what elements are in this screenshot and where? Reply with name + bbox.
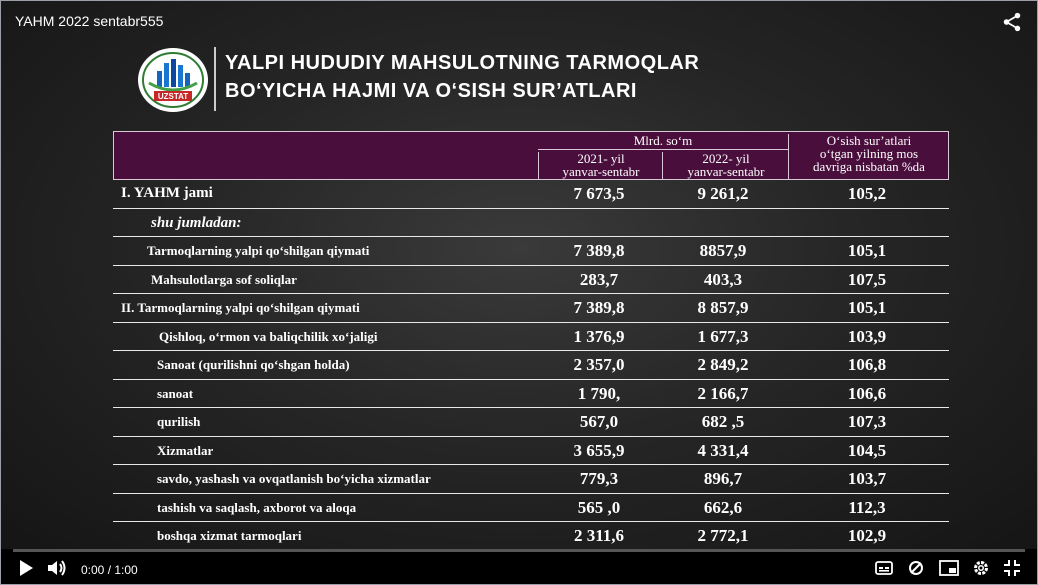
value-2022: 2 849,2 xyxy=(697,355,749,374)
autoplay-icon[interactable] xyxy=(907,559,925,577)
video-frame[interactable] xyxy=(1,1,1037,549)
col-2022-line2: yanvar-sentabr xyxy=(687,164,765,179)
share-icon[interactable] xyxy=(1001,11,1023,33)
table-row xyxy=(113,294,949,323)
col-2021-header xyxy=(538,152,663,180)
volume-icon[interactable] xyxy=(47,559,67,577)
row-label: shu jumladan: xyxy=(151,214,242,231)
table-row xyxy=(113,351,949,380)
value-2022: 8857,9 xyxy=(699,241,747,260)
col-2021-line1: 2021- yil xyxy=(577,151,625,166)
value-2021: 2 357,0 xyxy=(573,355,625,374)
row-label: boshqa xizmat tarmoqlari xyxy=(157,528,302,543)
row-label: II. Tarmoqlarning yalpi qo‘shilgan qiymati xyxy=(121,300,360,315)
value-2022: 1 677,3 xyxy=(697,326,749,346)
value-2021: 565 ,0 xyxy=(577,497,621,517)
table-row xyxy=(113,380,949,409)
row-label: Xizmatlar xyxy=(157,442,214,458)
video-title[interactable]: YAHM 2022 sentabr555 xyxy=(15,13,164,29)
heading-line2: BO‘YICHA HAJMI VA O‘SISH SUR’ATLARI xyxy=(225,80,637,102)
header-divider xyxy=(214,47,216,111)
progress-bar[interactable] xyxy=(13,549,1025,552)
row-label: Qishloq, o‘rmon va baliqchilik xo‘jaligi xyxy=(159,328,378,344)
value-2022: 4 331,4 xyxy=(697,440,749,460)
table-row xyxy=(113,437,949,466)
value-2021: 779,3 xyxy=(579,469,619,488)
slide-heading xyxy=(225,49,699,105)
value-2021: 2 311,6 xyxy=(573,526,625,545)
heading-line1: YALPI HUDUDIY MAHSULOTNING TARMOQLAR xyxy=(225,52,700,74)
value-2021: 7 389,8 xyxy=(573,298,625,317)
settings-gear-icon[interactable] xyxy=(972,559,990,577)
table-row xyxy=(113,266,949,295)
table-row xyxy=(113,323,949,352)
col-growth-line3: davriga nisbatan %da xyxy=(813,159,925,174)
col-2021-line2: yanvar-sentabr xyxy=(562,164,640,179)
value-2021: 283,7 xyxy=(579,269,619,289)
table-row xyxy=(113,180,949,209)
exit-fullscreen-icon[interactable] xyxy=(1003,559,1021,577)
group-header: Mlrd. so‘m xyxy=(538,134,788,150)
uzstat-logo xyxy=(137,47,209,113)
growth-rate: 104,5 xyxy=(847,440,887,460)
table-row xyxy=(113,237,949,266)
value-2022: 682 ,5 xyxy=(701,412,745,431)
growth-rate: 112,3 xyxy=(848,497,886,517)
value-2022: 9 261,2 xyxy=(697,184,749,203)
growth-rate: 106,8 xyxy=(847,355,887,374)
growth-rate: 105,2 xyxy=(847,184,887,203)
value-2021: 567,0 xyxy=(579,412,619,431)
player-controls xyxy=(1,549,1037,584)
value-2022: 2 772,1 xyxy=(697,526,749,545)
row-label: Tarmoqlarning yalpi qo‘shilgan qiymati xyxy=(147,243,370,258)
play-icon[interactable] xyxy=(17,559,35,577)
growth-rate: 105,1 xyxy=(847,241,887,260)
row-label: I. YAHM jami xyxy=(121,185,213,201)
row-label: Mahsulotlarga sof soliqlar xyxy=(151,271,297,287)
row-label: Sanoat (qurilishni qo‘shgan holda) xyxy=(157,357,350,372)
growth-rate: 107,5 xyxy=(847,269,887,289)
table-row xyxy=(113,494,949,523)
row-label: qurilish xyxy=(157,414,201,429)
table-row xyxy=(113,465,949,494)
row-label: tashish va saqlash, axborot va aloqa xyxy=(157,499,357,515)
growth-rate: 107,3 xyxy=(847,412,887,431)
col-2022-header xyxy=(662,152,789,180)
value-2022: 662,6 xyxy=(703,497,743,517)
col-growth-line1: O‘sish sur’atlari xyxy=(826,133,912,148)
value-2021: 7 389,8 xyxy=(573,241,625,260)
value-2021: 1 376,9 xyxy=(573,326,625,346)
growth-rate: 103,7 xyxy=(847,469,887,488)
row-label: sanoat xyxy=(157,385,194,401)
growth-rate: 103,9 xyxy=(847,326,887,346)
value-2021: 3 655,9 xyxy=(573,440,625,460)
col-growth-line2: o‘tgan yilning mos xyxy=(819,146,919,161)
table-row xyxy=(113,209,949,238)
time-display: 0:00 / 1:00 xyxy=(81,563,138,577)
table-row xyxy=(113,408,949,437)
growth-rate: 102,9 xyxy=(847,526,887,545)
growth-rate: 106,6 xyxy=(847,383,887,403)
table-row xyxy=(113,522,949,551)
value-2021: 1 790, xyxy=(577,383,621,403)
col-2022-line1: 2022- yil xyxy=(702,151,750,166)
value-2022: 896,7 xyxy=(703,469,743,488)
logo-text: UZSTAT xyxy=(157,92,189,101)
table-body xyxy=(113,180,949,551)
value-2022: 403,3 xyxy=(703,269,743,289)
miniplayer-icon[interactable] xyxy=(939,559,959,577)
value-2022: 2 166,7 xyxy=(697,383,749,403)
col-growth-header xyxy=(788,134,949,179)
value-2021: 7 673,5 xyxy=(573,184,625,203)
table-header xyxy=(113,131,949,180)
data-table xyxy=(113,131,949,551)
value-2022: 8 857,9 xyxy=(697,298,749,317)
growth-rate: 105,1 xyxy=(847,298,887,317)
row-label: savdo, yashash va ovqatlanish bo‘yicha xizmatlar xyxy=(157,471,431,486)
subtitles-icon[interactable] xyxy=(875,559,893,577)
